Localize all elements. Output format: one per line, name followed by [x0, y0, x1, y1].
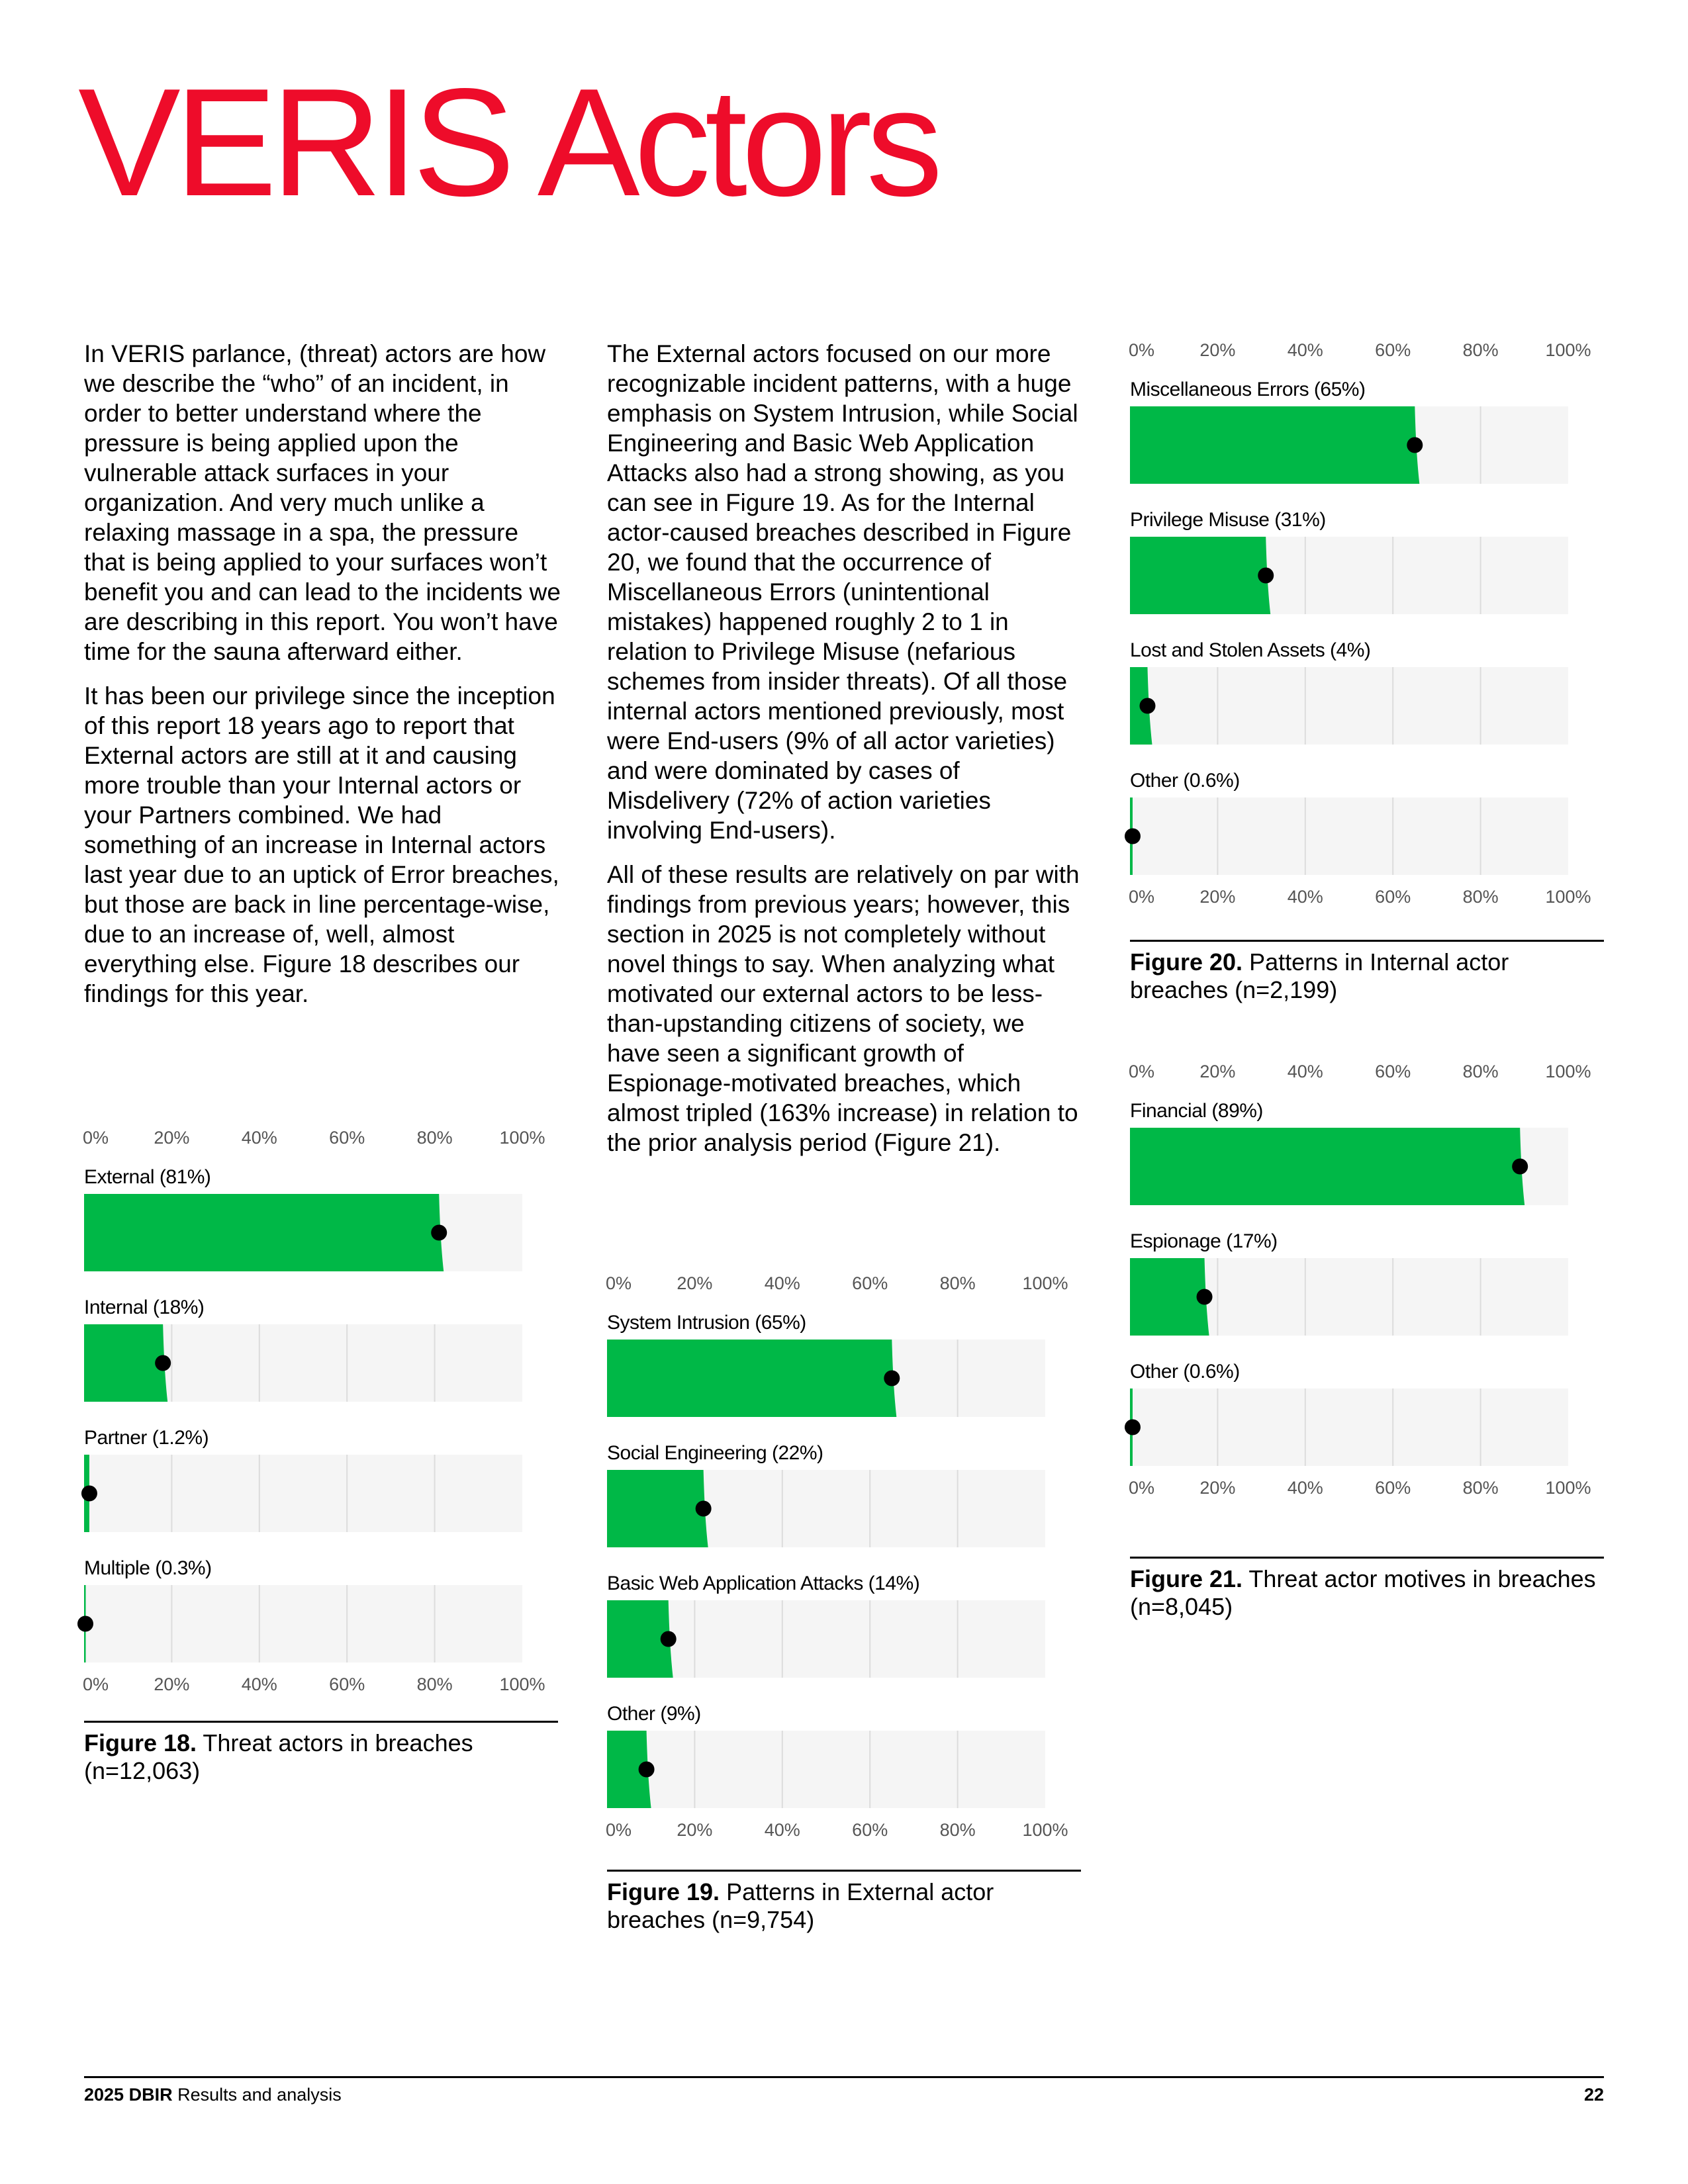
body-paragraph: All of these results are relatively on par with findings from previous years; however, this section in 2025 is not completely without novel things to say. When analyzing what motivated our external actors to be less-than-upstanding citizens of society, we have seen a significant growth of Espionage-motivated breaches, which almost tripled (163% increase) in relation to the prior analysis period (Figure 21). [607, 861, 1080, 1156]
x-tick-label: 100% [1545, 887, 1591, 907]
x-axis-ticks-bottom [83, 1674, 545, 1694]
x-tick-label: 20% [677, 1820, 713, 1840]
bar-value-dot [1407, 437, 1423, 453]
bar-row [1130, 1100, 1568, 1205]
bar-track [84, 1455, 522, 1532]
bar-row [1125, 1361, 1568, 1466]
bar-row [1130, 379, 1568, 484]
bar-row [84, 1166, 522, 1271]
bar-value-dot [1258, 568, 1274, 584]
bar-track [1130, 797, 1568, 875]
x-tick-label: 0% [1129, 340, 1155, 360]
bar [607, 1340, 896, 1417]
bar-label: External (81%) [84, 1166, 211, 1188]
x-tick-label: 60% [1375, 887, 1411, 907]
footer-section: Results and analysis [177, 2085, 342, 2105]
body-paragraph: It has been our privilege since the inception of this report 18 years ago to report that External actors are still at it and causing more trouble than your Internal actors or your Partners combined. We had something of an increase in Internal actors last year due to an uptick of Error breaches, but those are back in line percentage-wise, due to an increase of, well, almost everything else. Figure 18 describes our findings for this year. [84, 682, 559, 1007]
x-tick-label: 100% [1545, 1478, 1591, 1498]
bar-value-dot [639, 1762, 655, 1778]
chart-fig20-svg [1130, 338, 1613, 920]
chart-fig19 [607, 1271, 1090, 1853]
x-tick-label: 80% [1462, 1062, 1499, 1081]
x-tick-label: 80% [939, 1273, 976, 1293]
x-tick-label: 80% [939, 1820, 976, 1840]
x-tick-label: 40% [1287, 340, 1323, 360]
x-tick-label: 60% [1375, 1062, 1411, 1081]
x-tick-label: 80% [1462, 887, 1499, 907]
bar-row [81, 1427, 522, 1532]
bar [1130, 406, 1419, 484]
x-axis-ticks-top [83, 1128, 545, 1148]
x-tick-label: 0% [83, 1674, 109, 1694]
chart-fig20 [1130, 338, 1613, 920]
body-column-middle [607, 339, 1084, 1172]
bar [607, 1470, 708, 1547]
bar [1130, 537, 1270, 614]
x-axis-ticks-top [1129, 1062, 1591, 1081]
bar-value-dot [155, 1355, 171, 1371]
x-tick-label: 20% [1199, 887, 1236, 907]
footer-report-name: 2025 DBIR [84, 2085, 173, 2105]
footer-page-number: 22 [1583, 2085, 1604, 2105]
x-tick-label: 40% [241, 1674, 277, 1694]
x-axis-ticks-bottom [606, 1820, 1068, 1840]
bar-label: Partner (1.2%) [84, 1427, 209, 1449]
bar-label: Other (0.6%) [1130, 770, 1240, 792]
bar-track [84, 1585, 522, 1662]
x-tick-label: 100% [499, 1128, 545, 1148]
x-tick-label: 40% [1287, 887, 1323, 907]
bar-row [607, 1703, 1045, 1808]
caption-figure-number: Figure 20. [1130, 948, 1243, 976]
x-tick-label: 60% [329, 1128, 365, 1148]
bar-label: Basic Web Application Attacks (14%) [607, 1572, 920, 1594]
x-axis-ticks-bottom [1129, 887, 1591, 907]
x-tick-label: 80% [1462, 1478, 1499, 1498]
x-tick-label: 20% [1199, 1478, 1236, 1498]
x-tick-label: 20% [1199, 1062, 1236, 1081]
x-tick-label: 60% [852, 1273, 888, 1293]
bar-value-dot [661, 1631, 677, 1647]
bar-label: Other (9%) [607, 1703, 701, 1725]
x-tick-label: 100% [1022, 1820, 1068, 1840]
bar-value-dot [431, 1225, 447, 1241]
x-tick-label: 0% [606, 1273, 632, 1293]
x-tick-label: 40% [1287, 1062, 1323, 1081]
x-tick-label: 100% [1545, 1062, 1591, 1081]
bar-label: Financial (89%) [1130, 1100, 1263, 1122]
caption-figure-number: Figure 19. [607, 1878, 720, 1905]
x-tick-label: 80% [416, 1128, 453, 1148]
x-tick-label: 0% [83, 1128, 109, 1148]
caption-text: Patterns in Internal actor breaches (n=2,199) [1130, 948, 1509, 1003]
x-tick-label: 80% [416, 1674, 453, 1694]
x-tick-label: 40% [764, 1820, 800, 1840]
bar [84, 1194, 444, 1271]
bar-row [1130, 509, 1568, 614]
x-tick-label: 20% [677, 1273, 713, 1293]
bar-label: Other (0.6%) [1130, 1361, 1240, 1383]
bar-value-dot [1197, 1289, 1213, 1305]
chart-fig18-svg [84, 1125, 567, 1707]
bar-row [84, 1297, 522, 1402]
chart-fig21 [1130, 1059, 1613, 1535]
x-tick-label: 80% [1462, 340, 1499, 360]
bar-row [1130, 1230, 1568, 1336]
x-tick-label: 100% [499, 1674, 545, 1694]
caption-figure-number: Figure 21. [1130, 1565, 1243, 1592]
body-paragraph: In VERIS parlance, (threat) actors are how we describe the “who” of an incident, in order to better understand where the pressure is being applied upon the vulnerable attack surfaces in your organization. And very much unlike a relaxing massage in a spa, the pressure that is being applied to your surfaces won’t benefit you and can lead to the incidents we are describing in this report. You won’t have time for the sauna afterward either. [84, 340, 561, 665]
bar-label: Internal (18%) [84, 1297, 205, 1318]
body-column-left [84, 339, 561, 1023]
bar-row [1125, 770, 1568, 875]
bar-value-dot [1125, 829, 1141, 844]
bar-value-dot [884, 1371, 900, 1387]
x-tick-label: 100% [1545, 340, 1591, 360]
caption-fig21 [1130, 1557, 1604, 1621]
x-tick-label: 20% [154, 1674, 190, 1694]
caption-text: Threat actor motives in breaches (n=8,045) [1130, 1565, 1596, 1620]
caption-fig20 [1130, 940, 1604, 1004]
chart-fig21-svg [1130, 1059, 1613, 1535]
bar-row [1130, 639, 1568, 745]
x-tick-label: 40% [241, 1128, 277, 1148]
bar [1130, 1128, 1524, 1205]
page-title: VERIS Actors [78, 57, 937, 228]
bar-row [607, 1312, 1045, 1417]
bar-value-dot [696, 1501, 712, 1517]
x-axis-ticks-bottom [1129, 1478, 1591, 1498]
caption-fig19 [607, 1870, 1081, 1934]
caption-fig18 [84, 1721, 558, 1785]
x-tick-label: 40% [1287, 1478, 1323, 1498]
bar-value-dot [77, 1616, 93, 1632]
bar-value-dot [1139, 698, 1155, 714]
footer-report-info [84, 2085, 342, 2105]
bar-row [607, 1442, 1045, 1547]
caption-text: Patterns in External actor breaches (n=9,754) [607, 1878, 994, 1933]
x-tick-label: 0% [1129, 1478, 1155, 1498]
bar-label: Multiple (0.3%) [84, 1557, 212, 1579]
body-paragraph: The External actors focused on our more recognizable incident patterns, with a huge emphasis on System Intrusion, while Social Engineering and Basic Web Application Attacks also had a strong showing, as you can see in Figure 19. As for the Internal actor-caused breaches described in Figure 20, we found that the occurrence of Miscellaneous Errors (unintentional mistakes) happened roughly 2 to 1 in relation to Privilege Misuse (nefarious schemes from insider threats). Of all those internal actors mentioned previously, most were End-users (9% of all actor varieties) and were dominated by cases of Misdelivery (72% of action varieties involving End-users). [607, 340, 1078, 844]
chart-fig18 [84, 1125, 567, 1707]
caption-figure-number: Figure 18. [84, 1729, 197, 1756]
x-tick-label: 0% [1129, 887, 1155, 907]
bar-value-dot [1125, 1420, 1141, 1435]
x-tick-label: 0% [1129, 1062, 1155, 1081]
x-tick-label: 100% [1022, 1273, 1068, 1293]
x-tick-label: 60% [1375, 1478, 1411, 1498]
bar-value-dot [81, 1486, 97, 1502]
bar-track [1130, 1388, 1568, 1466]
bar-track [607, 1731, 1045, 1808]
x-tick-label: 0% [606, 1820, 632, 1840]
bar-value-dot [1512, 1159, 1528, 1175]
bar-row [607, 1572, 1045, 1678]
bar-label: Miscellaneous Errors (65%) [1130, 379, 1366, 400]
bar-label: Privilege Misuse (31%) [1130, 509, 1326, 531]
x-tick-label: 20% [1199, 340, 1236, 360]
x-tick-label: 60% [329, 1674, 365, 1694]
x-tick-label: 40% [764, 1273, 800, 1293]
bar-track [1130, 667, 1568, 745]
bar-label: Espionage (17%) [1130, 1230, 1278, 1252]
chart-fig19-svg [607, 1271, 1090, 1853]
x-axis-ticks-top [1129, 340, 1591, 360]
x-axis-ticks-top [606, 1273, 1068, 1293]
bar-label: Social Engineering (22%) [607, 1442, 823, 1464]
bar-label: Lost and Stolen Assets (4%) [1130, 639, 1371, 661]
x-tick-label: 60% [852, 1820, 888, 1840]
bar-label: System Intrusion (65%) [607, 1312, 806, 1334]
x-tick-label: 60% [1375, 340, 1411, 360]
x-tick-label: 20% [154, 1128, 190, 1148]
bar-row [77, 1557, 522, 1662]
caption-text: Threat actors in breaches (n=12,063) [84, 1729, 473, 1784]
page-footer [84, 2076, 1604, 2105]
